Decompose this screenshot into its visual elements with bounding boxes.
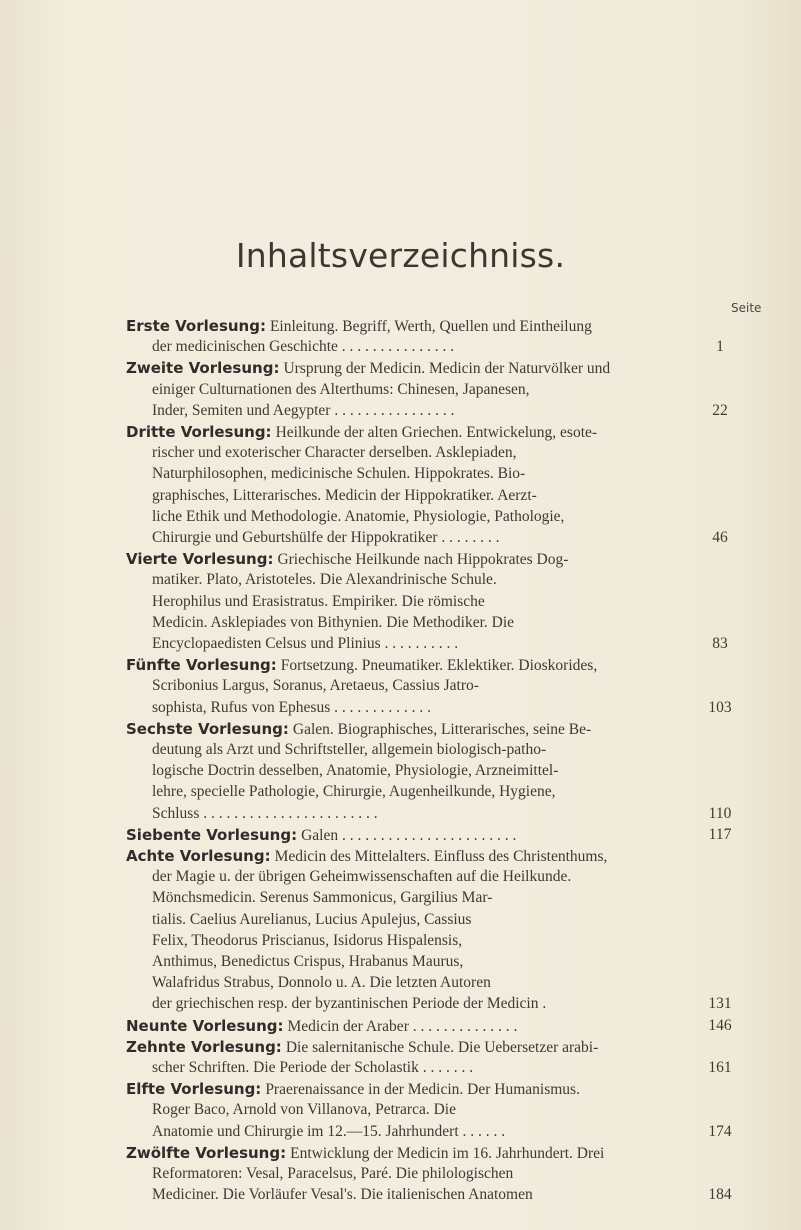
toc-entry-continuation-line	[152, 528, 662, 548]
page-number: 174	[708, 1122, 732, 1140]
page-number: 103	[708, 698, 732, 716]
page-title: Inhaltsverzeichniss.	[235, 236, 566, 275]
entry-text: Heilkunde der alten Griechen. Entwickelung, esote-	[275, 424, 598, 441]
page-number: 46	[712, 529, 728, 546]
toc-entry-continuation-line	[152, 1122, 662, 1142]
entry-text: liche Ethik und Methodologie. Anatomie, Physiologie, Pathologie,	[152, 507, 565, 525]
entry-text: lehre, specielle Pathologie, Chirurgie, Augenheilkunde, Hygiene,	[152, 783, 556, 801]
entry-text: deutung als Arzt und Schriftsteller, allgemein biologisch-patho-	[152, 741, 547, 758]
entry-text: Galen . . . . . . . . . . . . . . . . . . . . . . .	[301, 826, 517, 844]
entry-text: matiker. Plato, Aristoteles. Die Alexandrinische Schule.	[152, 571, 497, 589]
lecture-label: Erste Vorlesung:	[126, 317, 266, 335]
lecture-label: Siebente Vorlesung:	[126, 825, 298, 844]
entry-text: Praerenaissance in der Medicin. Der Humanismus.	[265, 1081, 580, 1099]
entry-text: Schluss . . . . . . . . . . . . . . . . . . . . . . .	[152, 804, 378, 822]
page-number: 131	[708, 995, 732, 1013]
toc-entry-first-line	[126, 358, 666, 378]
toc-entry-first-line	[126, 1143, 666, 1163]
toc-entry-continuation-line	[152, 380, 662, 400]
entry-text: Encyclopaedisten Celsus und Plinius . . . . . . . . . .	[152, 635, 459, 652]
entry-text: Walafridus Strabus, Donnolo u. A. Die letzten Autoren	[152, 974, 491, 992]
lecture-label: Zwölfte Vorlesung:	[126, 1143, 287, 1162]
toc-entry-continuation-line	[152, 1100, 662, 1120]
entry-text: Herophilus und Erasistratus. Empiriker. Die römische	[152, 592, 485, 610]
toc-entry-continuation-line	[152, 761, 662, 781]
toc-entry-continuation-line	[152, 592, 662, 612]
toc-entry-continuation-line	[152, 867, 662, 887]
toc-entry-continuation-line	[152, 804, 662, 824]
toc-entry-first-line	[126, 655, 666, 675]
toc-entry-continuation-line	[152, 782, 662, 802]
entry-text: scher Schriften. Die Periode der Scholastik . . . . . . .	[152, 1059, 474, 1076]
lecture-label: Zehnte Vorlesung:	[126, 1037, 282, 1056]
entry-text: tialis. Caelius Aurelianus, Lucius Apulejus, Cassius	[152, 910, 472, 928]
entry-text: Anatomie und Chirurgie im 12.—15. Jahrhundert . . . . . .	[152, 1122, 506, 1140]
lecture-label: Achte Vorlesung:	[126, 847, 271, 865]
page-number: 1	[716, 338, 724, 356]
entry-text: der Magie u. der übrigen Geheimwissenschaften auf die Heilkunde.	[152, 868, 572, 886]
entry-text: Mediciner. Die Vorläufer Vesal's. Die italienischen Anatomen	[152, 1186, 533, 1204]
toc-entry-continuation-line	[152, 1185, 662, 1205]
toc-entry-first-line	[126, 1079, 666, 1099]
entry-text: Chirurgie und Geburtshülfe der Hippokratiker . . . . . . . .	[152, 529, 500, 546]
page-number: 146	[708, 1016, 732, 1034]
toc-entry-continuation-line	[152, 613, 662, 633]
toc-entry-continuation-line	[152, 888, 662, 908]
entry-text: Ursprung der Medicin. Medicin der Naturvölker und	[283, 360, 611, 378]
entry-text: Fortsetzung. Pneumatiker. Eklektiker. Dioskorides,	[280, 657, 598, 675]
entry-text: Medicin. Asklepiades von Bithynien. Die Methodiker. Die	[152, 613, 515, 631]
toc-entry-continuation-line	[152, 952, 662, 972]
entry-text: Die salernitanische Schule. Die Uebersetzer arabi-	[285, 1038, 599, 1056]
toc-entry-continuation-line	[152, 337, 662, 357]
toc-entry-continuation-line	[152, 1058, 662, 1078]
entry-text: Scribonius Largus, Soranus, Aretaeus, Cassius Jatro-	[152, 677, 479, 695]
lecture-label: Vierte Vorlesung:	[126, 550, 274, 569]
entry-text: einiger Culturnationen des Alterthums: Chinesen, Japanesen,	[152, 380, 530, 398]
lecture-label: Dritte Vorlesung:	[126, 423, 272, 441]
toc-entry-continuation-line	[152, 931, 662, 951]
toc-entry-continuation-line	[152, 910, 662, 930]
entry-text: der medicinischen Geschichte . . . . . . . . . . . . . . .	[152, 338, 455, 356]
entry-text: graphisches, Litterarisches. Medicin der Hippokratiker. Aerzt-	[152, 486, 537, 504]
toc-entry-first-line	[126, 549, 666, 569]
lecture-label: Zweite Vorlesung:	[126, 359, 280, 378]
lecture-label: Elfte Vorlesung:	[126, 1080, 262, 1099]
toc-entry-first-line	[126, 846, 666, 866]
toc-entry-continuation-line	[152, 570, 662, 590]
entry-text: Einleitung. Begriff, Werth, Quellen und Eintheilung	[269, 318, 592, 335]
entry-text: Mönchsmedicin. Serenus Sammonicus, Gargilius Mar-	[152, 889, 493, 907]
toc-entry-continuation-line	[152, 1164, 662, 1184]
page-column-header: Seite	[731, 301, 762, 315]
page-number: 110	[708, 804, 732, 822]
toc-entry-continuation-line	[152, 634, 662, 654]
toc-entry-continuation-line	[152, 740, 662, 760]
toc-entry-continuation-line	[152, 698, 662, 718]
toc-entry-first-line	[126, 825, 666, 845]
entry-text: Naturphilosophen, medicinische Schulen. Hippokrates. Bio-	[152, 465, 526, 483]
entry-text: Medicin der Araber . . . . . . . . . . . . . .	[287, 1017, 518, 1035]
page-number: 161	[708, 1059, 732, 1076]
toc-entry-continuation-line	[152, 676, 662, 696]
entry-text: Reformatoren: Vesal, Paracelsus, Paré. Die philologischen	[152, 1165, 514, 1182]
entry-text: rischer und exoterischer Character derselben. Asklepiaden,	[152, 444, 517, 462]
page-number: 22	[712, 401, 728, 419]
entry-text: Felix, Theodorus Priscianus, Isidorus Hispalensis,	[152, 931, 463, 949]
toc-entry-first-line	[126, 1016, 666, 1036]
toc-entry-continuation-line	[152, 973, 662, 993]
entry-text: logische Doctrin desselben, Anatomie, Physiologie, Arzneimittel-	[152, 762, 559, 780]
entry-text: Roger Baco, Arnold von Villanova, Petrarca. Die	[152, 1101, 456, 1119]
lecture-label: Sechste Vorlesung:	[126, 719, 289, 738]
toc-entry-continuation-line	[152, 994, 662, 1014]
toc-entry-continuation-line	[152, 401, 662, 421]
toc-entry-first-line	[126, 316, 666, 336]
toc-entry-first-line	[126, 422, 666, 442]
lecture-label: Fünfte Vorlesung:	[126, 656, 277, 675]
toc-entry-continuation-line	[152, 486, 662, 506]
toc-entry-continuation-line	[152, 464, 662, 484]
entry-text: Griechische Heilkunde nach Hippokrates Dog-	[277, 551, 569, 569]
toc-entry-first-line	[126, 1037, 666, 1057]
entry-text: Galen. Biographisches, Litterarisches, seine Be-	[292, 720, 592, 738]
entry-text: der griechischen resp. der byzantinischen Periode der Medicin .	[152, 995, 547, 1013]
entry-text: sophista, Rufus von Ephesus . . . . . . . . . . . . .	[152, 698, 431, 716]
entry-text: Inder, Semiten und Aegypter . . . . . . . . . . . . . . . .	[152, 401, 455, 419]
toc-entry-continuation-line	[152, 443, 662, 463]
toc-entry-continuation-line	[152, 507, 662, 527]
entry-text: Anthimus, Benedictus Crispus, Hrabanus Maurus,	[152, 953, 464, 970]
toc-entry-first-line	[126, 719, 666, 739]
entry-text: Entwicklung der Medicin im 16. Jahrhundert. Drei	[290, 1144, 605, 1162]
page-number: 117	[708, 825, 732, 843]
lecture-label: Neunte Vorlesung:	[126, 1016, 284, 1035]
page-number: 83	[712, 635, 728, 652]
entry-text: Medicin des Mittelalters. Einfluss des Christenthums,	[274, 848, 608, 865]
page-number: 184	[708, 1186, 732, 1204]
